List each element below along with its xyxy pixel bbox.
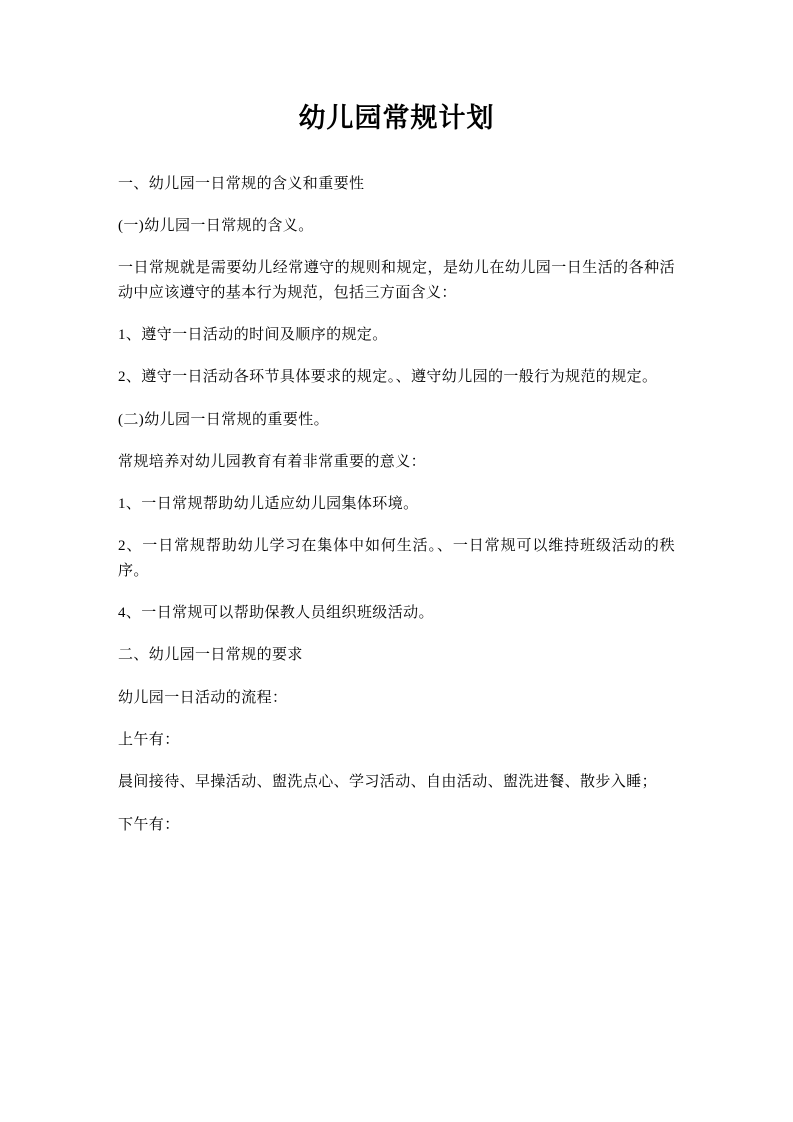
paragraph: 1、遵守一日活动的时间及顺序的规定。: [118, 326, 388, 343]
paragraph: 上午有：: [118, 731, 180, 748]
paragraph: 一、幼儿园一日常规的含义和重要性: [118, 175, 365, 192]
paragraph: 下午有：: [118, 816, 180, 833]
paragraph: 4、一日常规可以帮助保教人员组织班级活动。: [118, 605, 434, 622]
document-body: [118, 172, 675, 837]
paragraph: 二、幼儿园一日常规的要求: [118, 647, 303, 664]
paragraph: 1、一日常规帮助幼儿适应幼儿园集体环境。: [118, 496, 419, 513]
paragraph: (二)幼儿园一日常规的重要性。: [118, 411, 329, 428]
page-title: 幼儿园常规计划: [298, 103, 495, 134]
paragraph: 晨间接待、早操活动、盥洗点心、学习活动、自由活动、盥洗进餐、散步入睡；: [118, 774, 658, 791]
paragraph: 2、一日常规帮助幼儿学习在集体中如何生活。、一日常规可以维持班级活动的秩序。: [118, 538, 675, 579]
paragraph: 2、遵守一日活动各环节具体要求的规定。、遵守幼儿园的一般行为规范的规定。: [118, 369, 658, 386]
paragraph: (一)幼儿园一日常规的含义。: [118, 218, 314, 235]
paragraph: 幼儿园一日活动的流程：: [118, 689, 288, 706]
paragraph: 一日常规就是需要幼儿经常遵守的规则和规定，是幼儿在幼儿园一日生活的各种活动中应该遵守的基本行为规范，包括三方面含义：: [118, 260, 675, 301]
paragraph: 常规培养对幼儿园教育有着非常重要的意义：: [118, 453, 427, 470]
